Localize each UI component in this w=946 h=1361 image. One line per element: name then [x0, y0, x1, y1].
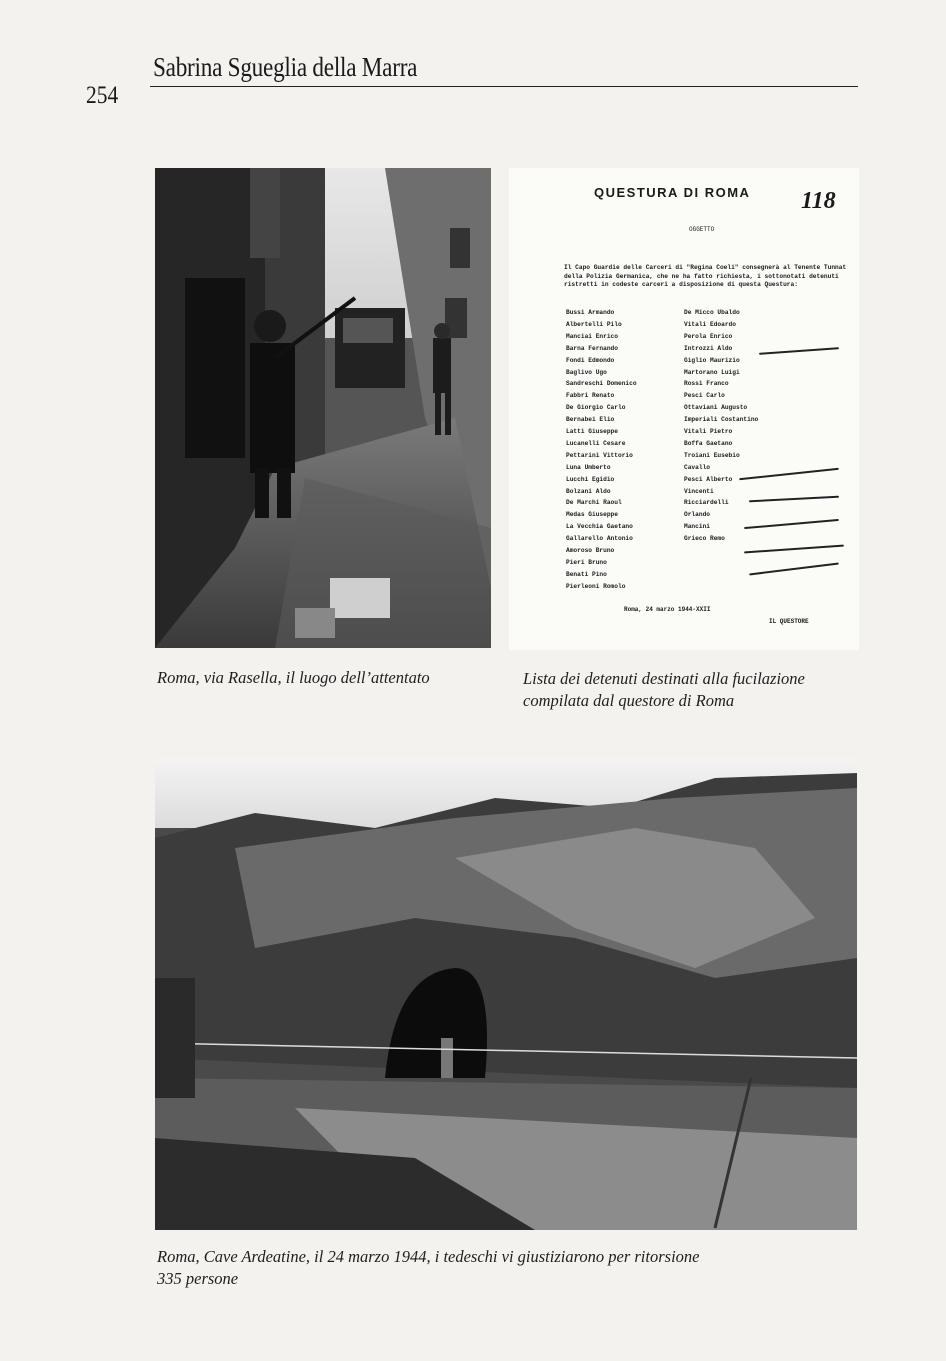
document-detainee-name: Cavallo [684, 463, 710, 471]
document-detainee-name: Ottaviani Augusto [684, 404, 748, 412]
handwritten-annotation [744, 519, 839, 529]
handwritten-annotation [759, 347, 839, 355]
document-detainee-name: Vincenti [684, 487, 714, 495]
document-detainee-name: Medas Giuseppe [566, 511, 618, 519]
caption-list-line2: compilata dal questore di Roma [523, 691, 735, 710]
handwritten-annotation [744, 545, 844, 554]
caption-via-rasella: Roma, via Rasella, il luogo dell’attentato [157, 668, 430, 687]
handwritten-annotation [739, 468, 839, 480]
document-signature-label: IL QUESTORE [769, 618, 809, 625]
caption-list-line1: Lista dei detenuti destinati alla fucilazione [523, 669, 805, 688]
document-detainee-name: La Vecchia Gaetano [566, 523, 633, 531]
document-heading: QUESTURA DI ROMA [594, 185, 751, 200]
document-detainee-name: Vitali Pietro [684, 428, 733, 435]
document-detainee-name: Perola Enrico [684, 332, 733, 340]
document-detainee-name: De Micco Ubaldo [684, 309, 740, 316]
handwritten-annotation [749, 496, 839, 503]
document-detainee-name: Latti Giuseppe [566, 428, 618, 435]
document-detainee-name: Pettarini Vittorio [566, 451, 633, 459]
document-detainee-name: Pierleoni Romolo [566, 582, 626, 590]
document-detainee-name: Boffa Gaetano [684, 439, 733, 447]
running-head-author: Sabrina Sgueglia della Marra [153, 52, 418, 82]
document-intro-text: Il Capo Guardie delle Carceri di "Regina Coeli" consegnerà al Tenente Tunnat della Polizia Germanica, che ne ha fatto richiesta, i sottonotati detenuti ristretti in codeste carceri a disposizione di questa Questura: [564, 264, 847, 288]
document-detainee-name: Bernabei Elio [566, 416, 615, 424]
document-detainee-name: Mancini [684, 523, 710, 531]
document-detainee-name: Bussi Armando [566, 309, 615, 316]
document-detainee-name: Baglivo Ugo [566, 368, 607, 376]
document-detainee-name: Rossi Franco [684, 380, 729, 388]
cave-ardeatine-photo [155, 758, 857, 1230]
document-oggetto-label: OGGETTO [689, 226, 715, 233]
document-detainee-name: Vitali Edoardo [684, 320, 736, 328]
document-detainee-name: Fabbri Renato [566, 392, 615, 400]
document-detainee-name: De Marchi Raoul [566, 499, 622, 507]
document-detainee-name: Lucanelli Cesare [566, 439, 626, 447]
document-detainee-name: Ricciardelli [684, 499, 729, 507]
document-detainee-name: Amoroso Bruno [566, 547, 615, 554]
document-date-line: Roma, 24 marzo 1944-XXII [624, 606, 711, 613]
document-detainee-name: Benati Pino [566, 570, 607, 578]
caption-cave-line2: 335 persone [157, 1269, 239, 1288]
via-rasella-photo [155, 168, 491, 648]
document-detainee-name: Pesci Carlo [684, 392, 725, 400]
document-detainee-name: Introzzi Aldo [684, 344, 733, 352]
document-detainee-name: Giglio Maurizio [684, 356, 740, 364]
document-detainee-name: Lucchi Egidio [566, 475, 615, 483]
document-detainee-name: Fondi Edmondo [566, 356, 615, 364]
document-detainee-name: De Giorgio Carlo [566, 404, 626, 412]
document-detainee-name: Albertelli Pilo [566, 320, 622, 328]
page-number: 254 [86, 82, 119, 109]
document-handwritten-number: 118 [801, 188, 836, 214]
document-detainee-name: Sandreschi Domenico [566, 380, 637, 388]
document-detainee-name: Gallarello Antonio [566, 535, 633, 543]
document-detainee-name: Pesci Alberto [684, 475, 733, 483]
questura-list-document [509, 168, 859, 650]
document-detainee-name: Barna Fernando [566, 344, 618, 352]
document-detainee-name: Troiani Eusebio [684, 451, 740, 459]
document-detainee-name: Imperiali Costantino [684, 416, 759, 424]
handwritten-annotation [749, 563, 839, 576]
document-detainee-name: Manciai Enrico [566, 332, 618, 340]
document-detainee-name: Bolzani Aldo [566, 487, 611, 495]
document-detainee-name: Martorano Luigi [684, 368, 740, 376]
document-detainee-name: Grieco Remo [684, 535, 725, 543]
document-detainee-name: Luna Umberto [566, 463, 611, 471]
caption-cave-line1: Roma, Cave Ardeatine, il 24 marzo 1944, i tedeschi vi giustiziarono per ritorsione [157, 1247, 700, 1266]
document-detainee-name: Pieri Bruno [566, 558, 607, 566]
document-detainee-name: Orlando [684, 511, 710, 519]
header-rule [150, 86, 858, 87]
